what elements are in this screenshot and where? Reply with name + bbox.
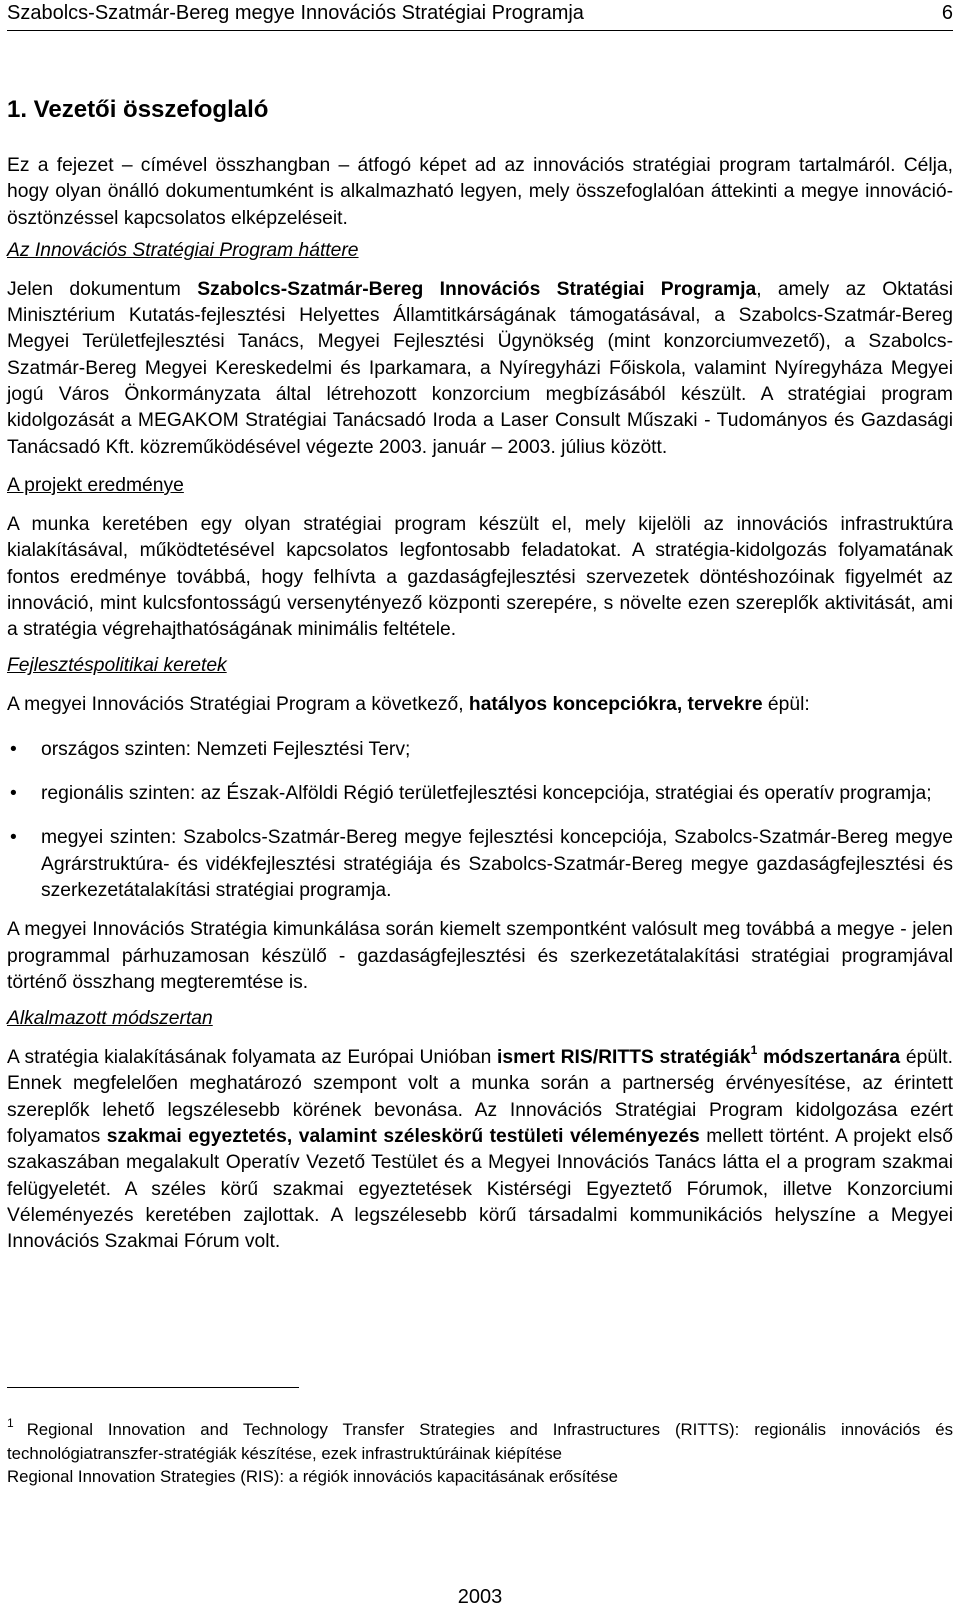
method-bold-1: ismert RIS/RITTS stratégiák: [497, 1047, 751, 1069]
bullet-icon: •: [10, 783, 17, 805]
result-paragraph: A munka keretében egy olyan stratégiai program készült el, mely kijelöli az innovációs infrastruktúra kialakításával, működtetésével kapcsolatos legfontosabb feladatokat. A stratégia-kidolgozás folyamatának fontos eredménye továbbá, hogy felhívta a gazdaságfejlesztési szervezetek döntéshozóinak figyelmét az innováció, mint kulcsfontosságú versenytényező központi szerepére, s növelte ezen szereplők aktivitását, ami a stratégia végrehajthatóságának minimális feltétele.: [7, 513, 953, 641]
footnote: [7, 1412, 953, 1489]
footnote-text-1: Regional Innovation and Technology Transfer Strategies and Infrastructures (RITTS): regionális innovációs és technológiatranszfer-stratégiák készítése, ezek infrastruktúráinak kiépítése: [7, 1420, 953, 1463]
main-content: [7, 153, 953, 1256]
method-text-2: épült. Ennek megfelelően meghatározó szempont volt a munka során a partnerség érvényesítése, az érintett szereplők lehető legszélesebb körének bevonása. Az Innovációs Stratégiai Program kidolgozása ezért folyamatos: [7, 1047, 954, 1148]
list-item: [7, 825, 953, 904]
section-heading-method: Alkalmazott módszertan: [7, 1008, 213, 1030]
bullet-icon: •: [10, 738, 17, 760]
intro-paragraph: Ez a fejezet – címével összhangban – átfogó képet ad az innovációs stratégiai program tartalmáról. Célja, hogy olyan önálló dokumentumként is alkalmazható legyen, mely összefoglalóan áttekinti a megye innováció-ösztönzéssel kapcsolatos elképzeléseit.: [7, 155, 953, 229]
footnote-reference[interactable]: 1: [750, 1043, 758, 1058]
bullet-icon: •: [10, 827, 17, 849]
bullet-text: regionális szinten: az Észak-Alföldi Régió területfejlesztési koncepciója, stratégiai és operatív programja;: [41, 783, 932, 805]
method-paragraph: [7, 1045, 953, 1255]
bullet-text: országos szinten: Nemzeti Fejlesztési Terv;: [41, 738, 411, 760]
method-text-3: mellett történt. A projekt első szakaszában megalakult Operatív Vezető Testület és a Megyei Innovációs Tanács látta el a program szakmai felügyeletét. A széles körű szakmai egyeztetések Kistérségi Egyeztető Fórumok, illetve Konzorciumi Véleményezés keretében zajlottak. A legszélesebb körű társadalmi kommunikációs helyszíne a Megyei Innovációs Szakmai Fórum volt.: [7, 1126, 953, 1253]
footnote-mark: 1: [7, 1416, 14, 1430]
background-text-2: , amely az Oktatási Minisztérium Kutatás-fejlesztési Helyettes Államtitkárságának támogatásával, a Szabolcs-Szatmár-Bereg Megyei Területfejlesztési Tanács, Megyei Fejlesztési Ügynökség (mint konzorciumvezető), a Szabolcs-Szatmár-Bereg Megyei Kereskedelmi és Iparkamara, a Nyíregyházi Főiskola, valamint Nyíregyháza Megyei jogú Város Önkormányzata által létrehozott konzorcium megbízásából készült. A stratégiai program kidolgozását a MEGAKOM Stratégiai Tanácsadó Iroda a Laser Consult Műszaki - Tudományos és Gazdasági Tanácsadó Kft. közreműködésével végezte 2003. január – 2003. július között.: [7, 278, 953, 458]
background-paragraph: [7, 277, 953, 461]
method-text-1: A stratégia kialakításának folyamata az Európai Unióban: [7, 1047, 498, 1069]
policy-text-1: A megyei Innovációs Stratégiai Program a következő,: [7, 694, 469, 716]
footnote-divider: [7, 1387, 299, 1388]
chapter-title: 1. Vezetői összefoglaló: [7, 96, 269, 123]
policy-closing-paragraph: A megyei Innovációs Stratégia kimunkálása során kiemelt szempontként valósult meg továbbá a megye - jelen programmal párhuzamosan készülő - gazdaságfejlesztési és szerkezetátalakítási stratégiai programjával történő összhang megteremtése is.: [7, 919, 953, 993]
footer-year: 2003: [457, 1586, 503, 1608]
header-title: Szabolcs-Szatmár-Bereg megye Innovációs Stratégiai Programja: [7, 2, 584, 24]
footnote-line-1: [7, 1412, 953, 1465]
policy-paragraph: [7, 692, 953, 718]
policy-text-2: épül:: [762, 694, 810, 716]
section-heading-background: Az Innovációs Stratégiai Program háttere: [7, 239, 359, 261]
method-bold-2: módszertanára: [762, 1047, 901, 1069]
section-heading-policy: Fejlesztéspolitikai keretek: [7, 655, 227, 677]
list-item: [7, 737, 953, 763]
list-item: [7, 781, 953, 807]
bullet-text: megyei szinten: Szabolcs-Szatmár-Bereg megye fejlesztési koncepciója, Szabolcs-Szatmár-Bereg megye Agrárstruktúra- és vidékfejlesztési stratégiája és Szabolcs-Szatmár-Bereg megye gazdaságfejlesztési és szerkezetátalakítási stratégiai programja.: [41, 827, 953, 901]
running-header: [7, 0, 953, 31]
method-bold-3: szakmai egyeztetés, valamint széleskörű testületi véleményezés: [106, 1126, 700, 1148]
section-heading-result: A projekt eredménye: [7, 474, 184, 496]
background-text-1: Jelen dokumentum: [7, 278, 198, 300]
policy-bold-1: hatályos koncepciókra, tervekre: [468, 694, 763, 716]
background-bold-1: Szabolcs-Szatmár-Bereg Innovációs Stratégiai Programja: [197, 278, 757, 300]
policy-bullet-list: [7, 737, 953, 904]
page-number: 6: [941, 2, 953, 24]
footnote-line-2: Regional Innovation Strategies (RIS): a régiók innovációs kapacitásának erősítése: [7, 1467, 618, 1486]
